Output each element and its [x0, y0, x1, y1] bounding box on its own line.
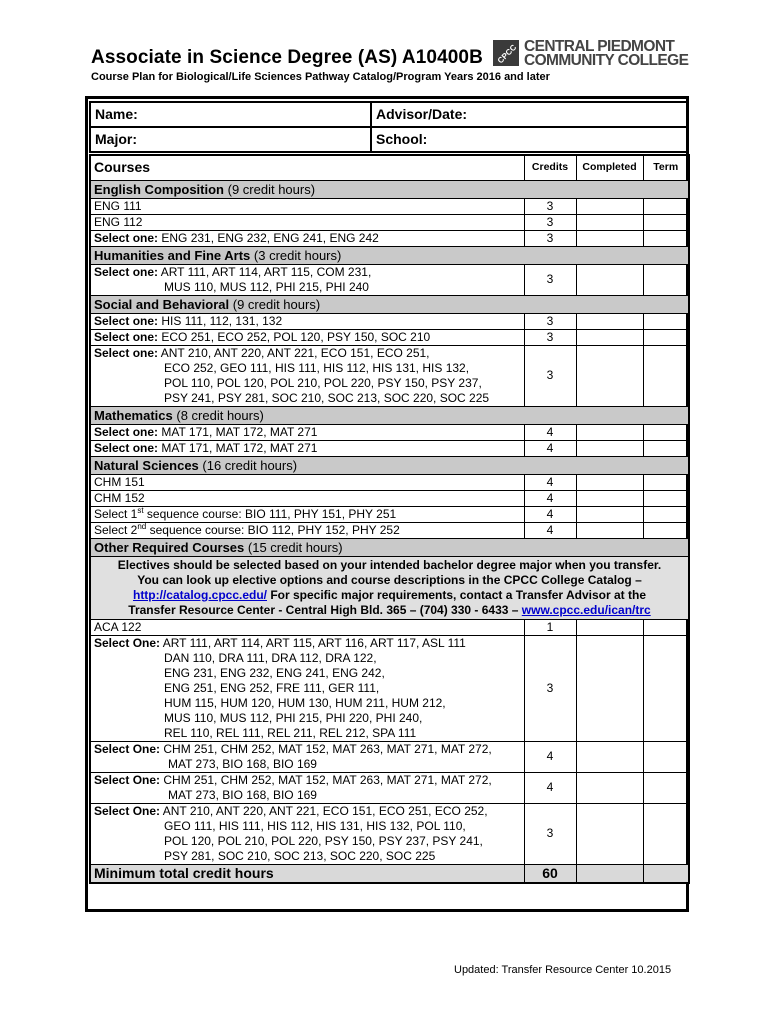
course-cell: Select one: MAT 171, MAT 172, MAT 271 [90, 440, 524, 456]
credits-cell: 4 [524, 522, 576, 538]
completed-cell[interactable] [576, 803, 643, 864]
credits-cell: 3 [524, 198, 576, 214]
logo-mark-text: CPCC [495, 42, 519, 66]
completed-cell[interactable] [576, 635, 643, 741]
credits-cell: 4 [524, 741, 576, 772]
total-credits: 60 [524, 864, 576, 883]
credits-cell: 3 [524, 803, 576, 864]
term-cell[interactable] [643, 214, 689, 230]
course-cell: CHM 152 [90, 490, 524, 506]
column-header-row [90, 155, 689, 180]
school-label: School: [376, 131, 428, 147]
advisor-date-label: Advisor/Date: [376, 106, 468, 122]
credits-cell: 1 [524, 619, 576, 635]
completed-cell[interactable] [576, 313, 643, 329]
term-cell[interactable] [643, 522, 689, 538]
section-humanities [90, 246, 689, 264]
logo-line-2: COMMUNITY COLLEGE [524, 52, 689, 69]
completed-cell[interactable] [576, 329, 643, 345]
total-row [90, 864, 689, 883]
credits-cell: 3 [524, 635, 576, 741]
term-cell[interactable] [643, 198, 689, 214]
credits-cell: 4 [524, 506, 576, 522]
completed-cell[interactable] [576, 506, 643, 522]
course-cell: Select one: HIS 111, 112, 131, 132 [90, 313, 524, 329]
section-hours: (9 credit hours) [227, 181, 316, 197]
completed-cell[interactable] [576, 264, 643, 295]
table-row [90, 803, 689, 864]
completed-cell[interactable] [576, 772, 643, 803]
completed-cell[interactable] [576, 741, 643, 772]
college-logo [493, 38, 689, 70]
section-other-required [90, 538, 689, 556]
section-social-behavioral [90, 295, 689, 313]
course-cell: ENG 112 [90, 214, 524, 230]
name-label: Name: [95, 106, 138, 122]
catalog-link[interactable]: http://catalog.cpcc.edu/ [132, 587, 267, 602]
term-cell[interactable] [643, 264, 689, 295]
table-row [90, 345, 689, 406]
course-cell: ENG 111 [90, 198, 524, 214]
table-row [90, 741, 689, 772]
courses-column-header: Courses [90, 155, 524, 180]
term-cell[interactable] [643, 345, 689, 406]
section-hours: (9 credit hours) [232, 296, 321, 312]
section-mathematics [90, 406, 689, 424]
term-cell[interactable] [643, 635, 689, 741]
section-hours: (3 credit hours) [253, 247, 342, 263]
completed-cell[interactable] [576, 474, 643, 490]
table-row [90, 490, 689, 506]
total-label: Minimum total credit hours [90, 864, 524, 883]
table-row [90, 313, 689, 329]
section-title: Natural Sciences [94, 457, 199, 473]
table-row [90, 424, 689, 440]
course-cell: Select one: MAT 171, MAT 172, MAT 271 [90, 424, 524, 440]
completed-cell[interactable] [576, 490, 643, 506]
credits-cell: 3 [524, 264, 576, 295]
table-row [90, 619, 689, 635]
completed-cell[interactable] [576, 198, 643, 214]
credits-cell: 4 [524, 772, 576, 803]
completed-cell[interactable] [576, 424, 643, 440]
term-cell[interactable] [643, 506, 689, 522]
table-row [90, 214, 689, 230]
term-cell[interactable] [643, 864, 689, 883]
term-cell[interactable] [643, 329, 689, 345]
section-title: Other Required Courses [94, 539, 245, 555]
advisor-date-field[interactable] [372, 103, 467, 126]
section-title: Humanities and Fine Arts [94, 247, 251, 263]
major-field[interactable] [91, 128, 372, 151]
table-row [90, 440, 689, 456]
course-cell: Select One: CHM 251, CHM 252, MAT 152, MAT 263, MAT 271, MAT 272, MAT 273, BIO 168, BIO 169 [90, 741, 524, 772]
course-cell: Select One: CHM 251, CHM 252, MAT 152, MAT 263, MAT 271, MAT 272, MAT 273, BIO 168, BIO 169 [90, 772, 524, 803]
course-cell: Select 2nd sequence course: BIO 112, PHY 152, PHY 252 [90, 522, 524, 538]
credits-cell: 4 [524, 440, 576, 456]
credits-cell: 4 [524, 474, 576, 490]
table-row [90, 635, 689, 741]
table-row [90, 198, 689, 214]
page-title: Associate in Science Degree (AS) A10400B [91, 47, 483, 68]
credits-cell: 3 [524, 313, 576, 329]
term-cell[interactable] [643, 490, 689, 506]
term-cell[interactable] [643, 424, 689, 440]
credits-cell: 4 [524, 424, 576, 440]
credits-cell: 3 [524, 329, 576, 345]
term-cell[interactable] [643, 803, 689, 864]
trc-link[interactable]: www.cpcc.edu/ican/trc [521, 602, 651, 617]
course-plan-table [89, 154, 690, 884]
course-cell: Select 1st sequence course: BIO 111, PHY 151, PHY 251 [90, 506, 524, 522]
section-title: Social and Behavioral [94, 296, 230, 312]
table-row [90, 506, 689, 522]
electives-note: Electives should be selected based on your intended bachelor degree major when you transfer. You can look up elective options and course descriptions in the CPCC College Catalog – http://catalog.cpcc.edu/ For specific major requirements, contact a Transfer Advisor at the Transfer Resource Center - Central High Bld. 365 – (704) 330 - 6433 – www.cpcc.edu/ican/trc [90, 556, 689, 619]
course-cell: Select one: ART 111, ART 114, ART 115, COM 231, MUS 110, MUS 112, PHI 215, PHI 240 [90, 264, 524, 295]
course-cell: ACA 122 [90, 619, 524, 635]
table-row [90, 474, 689, 490]
major-label: Major: [95, 131, 137, 147]
term-cell[interactable] [643, 474, 689, 490]
course-cell: Select One: ART 111, ART 114, ART 115, ART 116, ART 117, ASL 111 DAN 110, DRA 111, DRA 112, DRA 122, ENG 231, ENG 232, ENG 241, ENG 242, ENG 251, ENG 252, FRE 111, GER 111, HUM 115, HUM 120, HUM 130, HUM 211, HUM 212, MUS 110, MUS 112, PHI 215, PHI 220, PHI 240, REL 110, REL 111, REL 211, REL 212, SPA 111 [90, 635, 524, 741]
credits-cell: 4 [524, 490, 576, 506]
section-english [90, 180, 689, 198]
table-row [90, 230, 689, 246]
table-row [90, 772, 689, 803]
term-cell[interactable] [643, 230, 689, 246]
logo-line-1: CENTRAL PIEDMONT [524, 38, 675, 55]
completed-cell[interactable] [576, 864, 643, 883]
course-cell: Select one: ANT 210, ANT 220, ANT 221, ECO 151, ECO 251, ECO 252, GEO 111, HIS 111, HIS 112, HIS 131, HIS 132, POL 110, POL 120, POL 210, POL 220, PSY 150, PSY 237, PSY 241, PSY 281, SOC 210, SOC 213, SOC 220, SOC 225 [90, 345, 524, 406]
course-cell: CHM 151 [90, 474, 524, 490]
credits-cell: 3 [524, 214, 576, 230]
completed-cell[interactable] [576, 230, 643, 246]
completed-cell[interactable] [576, 522, 643, 538]
school-field[interactable] [372, 128, 427, 151]
footer-updated: Updated: Transfer Resource Center 10.2015 [454, 964, 672, 976]
credits-cell: 3 [524, 230, 576, 246]
table-row [90, 329, 689, 345]
term-cell[interactable] [643, 313, 689, 329]
page-subtitle: Course Plan for Biological/Life Sciences Pathway Catalog/Program Years 2016 and later [91, 71, 550, 83]
credits-cell: 3 [524, 345, 576, 406]
student-info-box [89, 101, 688, 153]
section-title: Mathematics [94, 407, 173, 423]
section-hours: (16 credit hours) [202, 457, 298, 473]
course-cell: Select One: ANT 210, ANT 220, ANT 221, ECO 151, ECO 251, ECO 252, GEO 111, HIS 111, HIS 112, HIS 131, HIS 132, POL 110, POL 120, POL 210, POL 220, PSY 150, PSY 237, PSY 241, PSY 281, SOC 210, SOC 213, SOC 220, SOC 225 [90, 803, 524, 864]
course-cell: Select one: ECO 251, ECO 252, POL 120, PSY 150, SOC 210 [90, 329, 524, 345]
cpcc-logo-icon [493, 40, 519, 66]
term-cell[interactable] [643, 440, 689, 456]
section-hours: (8 credit hours) [176, 407, 264, 423]
name-field[interactable] [91, 103, 372, 126]
completed-cell[interactable] [576, 214, 643, 230]
completed-cell[interactable] [576, 619, 643, 635]
section-title: English Composition [94, 181, 224, 197]
completed-column-header: Completed [576, 155, 643, 180]
completed-cell[interactable] [576, 345, 643, 406]
table-row [90, 522, 689, 538]
term-cell[interactable] [643, 619, 689, 635]
completed-cell[interactable] [576, 440, 643, 456]
table-row [90, 264, 689, 295]
section-hours: (15 credit hours) [247, 539, 343, 555]
term-column-header: Term [643, 155, 689, 180]
term-cell[interactable] [643, 741, 689, 772]
credits-column-header: Credits [524, 155, 576, 180]
term-cell[interactable] [643, 772, 689, 803]
section-natural-sciences [90, 456, 689, 474]
course-cell: Select one: ENG 231, ENG 232, ENG 241, ENG 242 [90, 230, 524, 246]
